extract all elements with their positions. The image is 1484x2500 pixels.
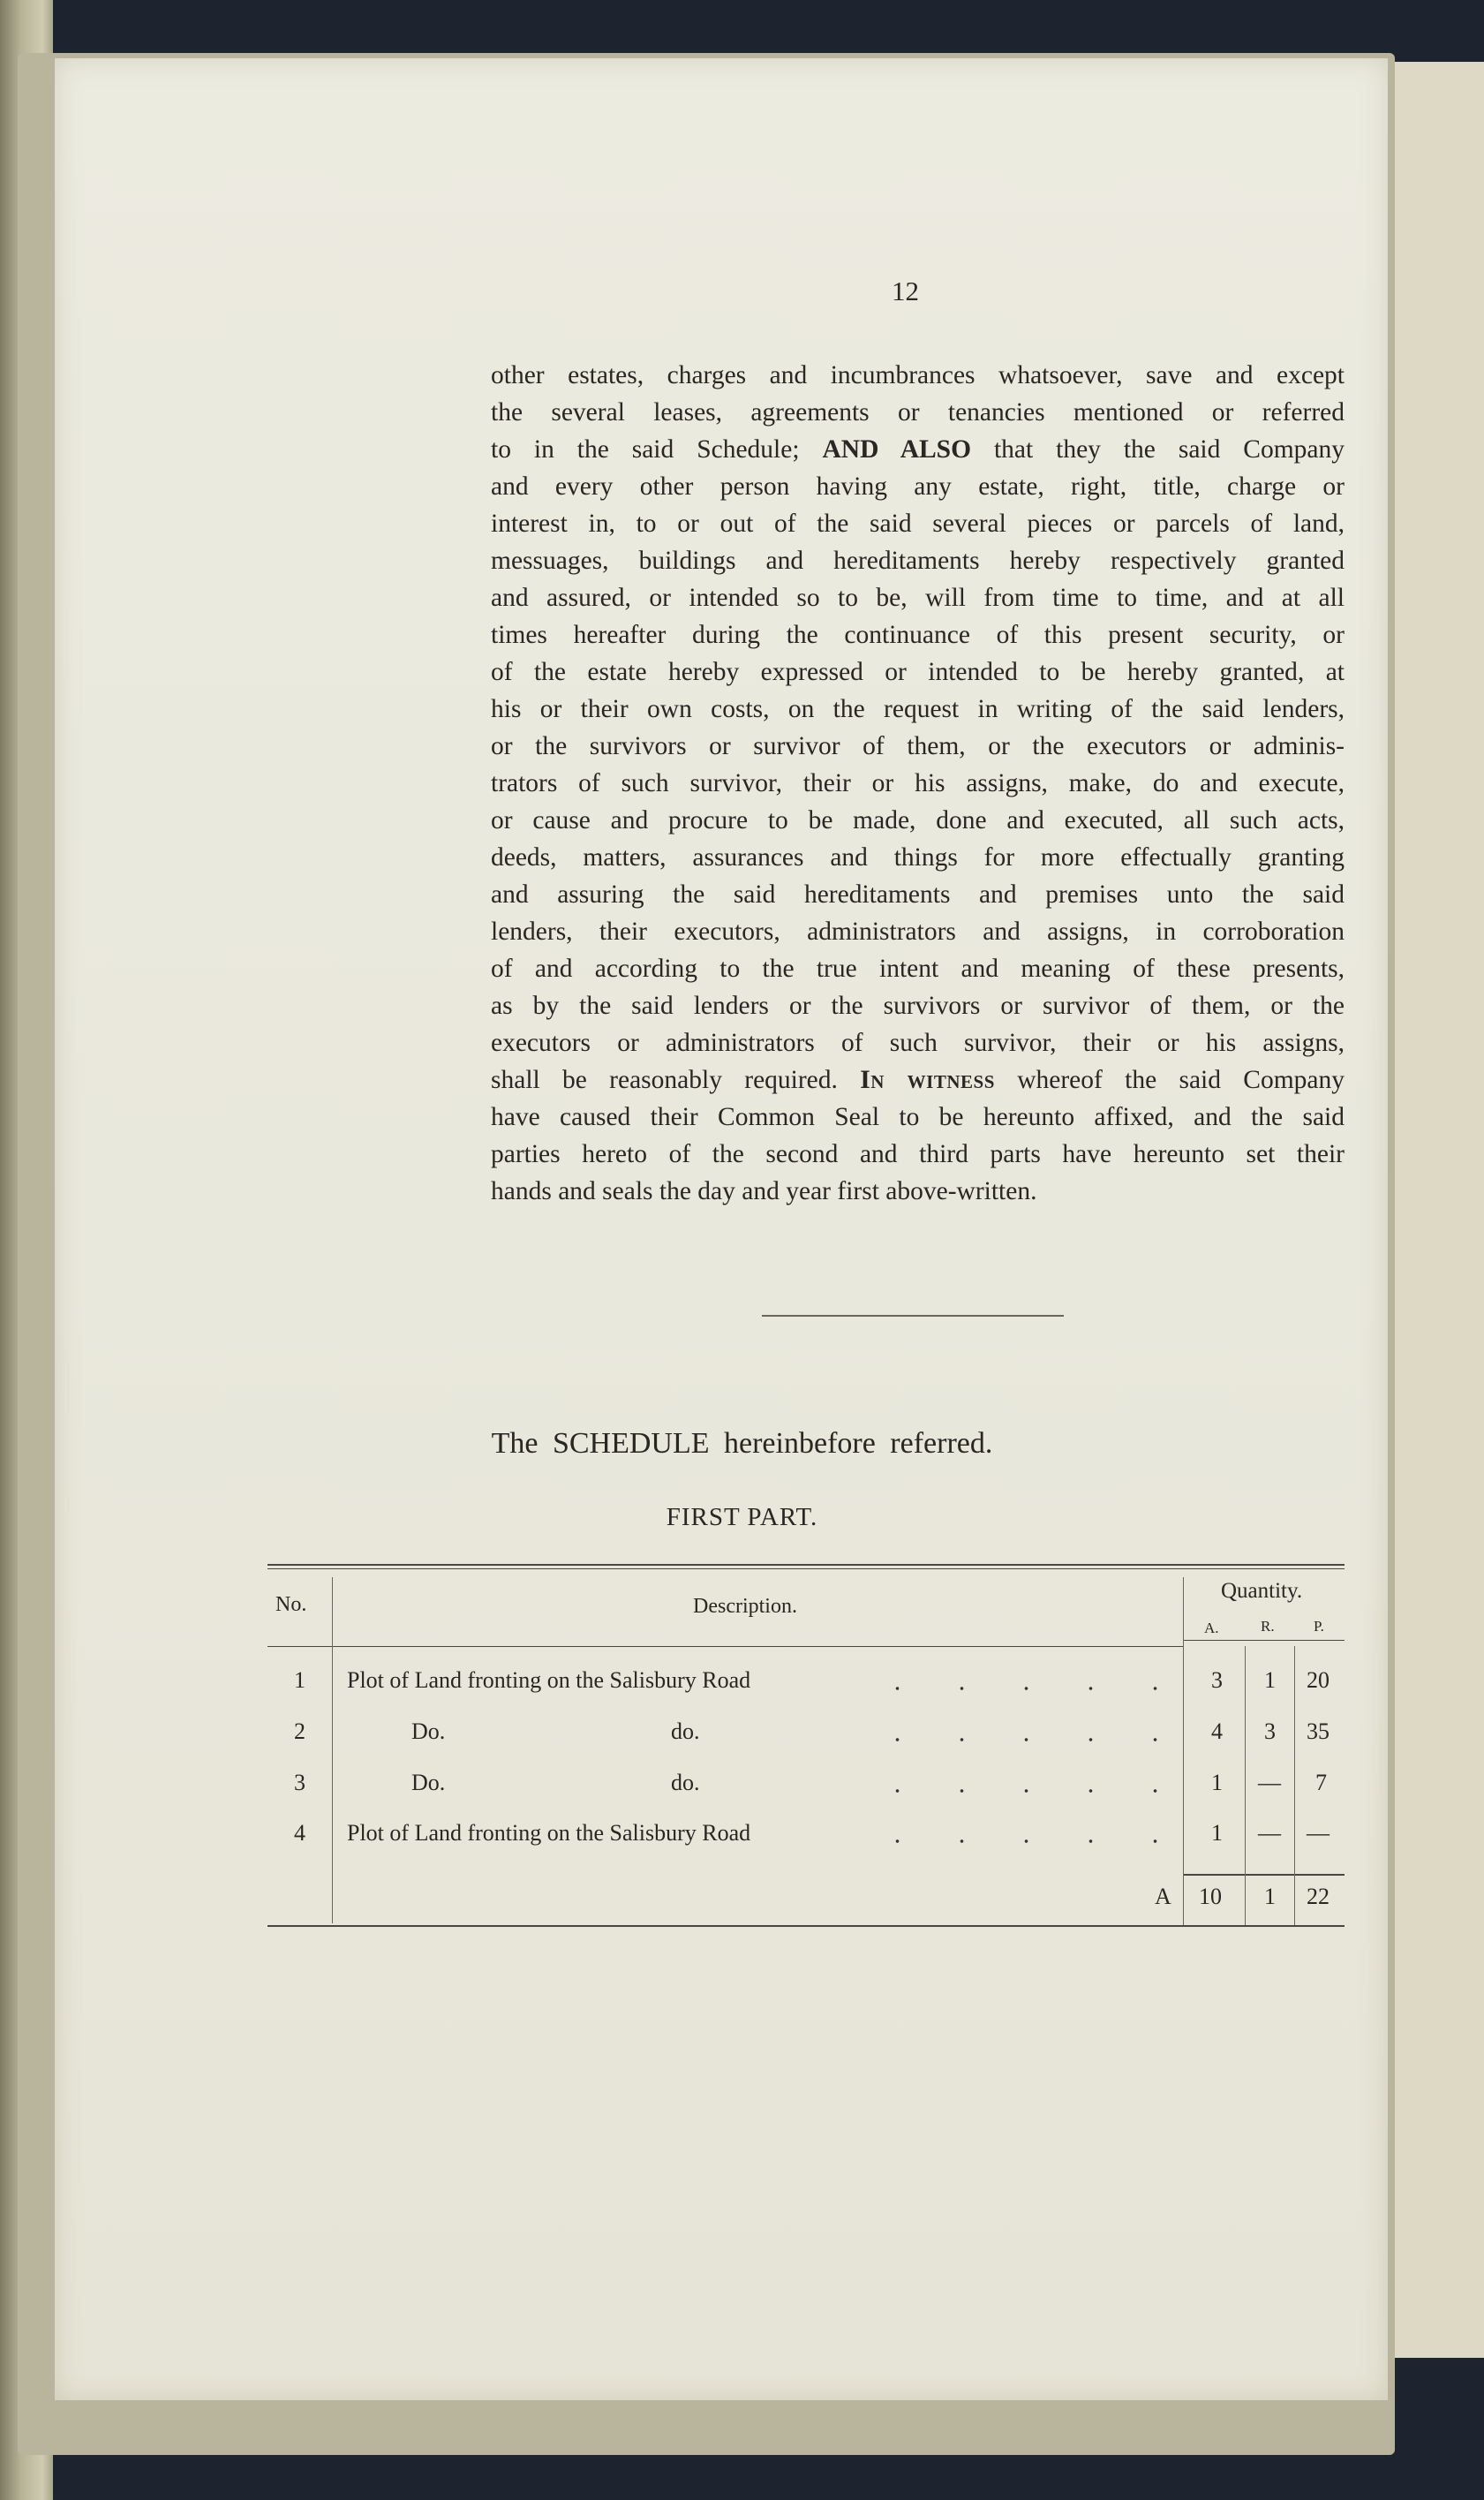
- row-roods: —: [1258, 1770, 1281, 1795]
- page-number: 12: [892, 276, 919, 306]
- dot-leader: [865, 1789, 1179, 1793]
- section-divider: [762, 1315, 1064, 1317]
- text-line: of and according to the true intent and meaning of these presents,: [491, 955, 1345, 983]
- text-line: hands and seals the day and year first above-written.: [491, 1177, 1037, 1205]
- text-line: executors or administrators of such survivor, their or his assigns,: [491, 1029, 1345, 1057]
- text-line: interest in, to or out of the said several pieces or parcels of land,: [491, 510, 1345, 538]
- table-top-rule: [267, 1564, 1345, 1566]
- text-line: parties hereto of the second and third parts have hereunto set their: [491, 1140, 1345, 1168]
- row-perches: —: [1307, 1820, 1330, 1846]
- dot-leader: [865, 1738, 1179, 1741]
- column-divider: [332, 1577, 333, 1923]
- dot-leader: [865, 1839, 1179, 1843]
- text-line: [491, 1061, 1345, 1099]
- row-roods: 1: [1264, 1667, 1276, 1693]
- row-roods: 3: [1264, 1718, 1276, 1744]
- row-acres: 1: [1211, 1820, 1223, 1846]
- table-top-rule-thin: [267, 1568, 1345, 1569]
- text-line: of the estate hereby expressed or intended to be hereby granted, at: [491, 658, 1345, 686]
- row-roods: —: [1258, 1820, 1281, 1846]
- header-no: No.: [275, 1593, 307, 1616]
- text-line: times hereafter during the continuance of this present security, or: [491, 621, 1345, 649]
- text-line: have caused their Common Seal to be hereunto affixed, and the said: [491, 1103, 1345, 1131]
- row-no: 4: [294, 1820, 305, 1846]
- row-description-ditto: do.: [671, 1718, 700, 1744]
- row-description: Plot of Land fronting on the Salisbury Road: [347, 1667, 751, 1693]
- text-line: and assuring the said hereditaments and premises unto the said: [491, 880, 1345, 909]
- row-description: Do.: [411, 1770, 446, 1795]
- header-perches: P.: [1314, 1618, 1324, 1635]
- row-acres: 4: [1211, 1718, 1223, 1744]
- text-line: other estates, charges and incumbrances whatsoever, save and except: [491, 361, 1345, 389]
- text-line: and assured, or intended so to be, will from time to time, and at all: [491, 584, 1345, 612]
- row-description: Plot of Land fronting on the Salisbury Road: [347, 1820, 751, 1846]
- text-segment: that they the said Company: [971, 435, 1345, 464]
- in-witness-smallcaps: In witness: [860, 1066, 995, 1094]
- quantity-header-rule: [1183, 1640, 1345, 1641]
- column-divider: [1183, 1577, 1184, 1925]
- column-divider: [1245, 1646, 1246, 1925]
- total-roods: 1: [1264, 1884, 1276, 1909]
- text-line: his or their own costs, on the request in writing of the said lenders,: [491, 695, 1345, 723]
- row-no: 1: [294, 1667, 305, 1693]
- part-title: FIRST PART.: [666, 1503, 818, 1531]
- column-divider: [1294, 1646, 1295, 1925]
- table-bottom-rule: [267, 1925, 1345, 1927]
- row-perches: 35: [1307, 1718, 1330, 1744]
- text-line: as by the said lenders or the survivors or survivor of them, or the: [491, 992, 1345, 1020]
- text-line: and every other person having any estate, right, title, charge or: [491, 472, 1345, 501]
- text-line: lenders, their executors, administrators and assigns, in corroboration: [491, 918, 1345, 946]
- row-perches: 20: [1307, 1667, 1330, 1693]
- text-segment: shall be reasonably required.: [491, 1066, 861, 1094]
- facing-page-edge: [1395, 62, 1484, 2358]
- row-acres: 3: [1211, 1667, 1223, 1693]
- schedule-title: The SCHEDULE hereinbefore referred.: [491, 1427, 993, 1460]
- text-segment: whereof the said Company: [994, 1066, 1345, 1094]
- text-line: messuages, buildings and hereditaments hereby respectively granted: [491, 547, 1345, 575]
- header-quantity: Quantity.: [1221, 1579, 1303, 1603]
- row-acres: 1: [1211, 1770, 1223, 1795]
- header-roods: R.: [1261, 1618, 1275, 1635]
- text-line: trators of such survivor, their or his assigns, make, do and execute,: [491, 769, 1345, 797]
- total-rule: [1183, 1874, 1345, 1876]
- and-also-emphasis: AND ALSO: [822, 435, 972, 464]
- row-perches: 7: [1315, 1770, 1327, 1795]
- text-line: or cause and procure to be made, done and executed, all such acts,: [491, 806, 1345, 835]
- text-line: or the survivors or survivor of them, or the executors or adminis-: [491, 732, 1345, 760]
- header-acres: A.: [1204, 1620, 1219, 1636]
- total-acres: 10: [1199, 1884, 1222, 1909]
- header-description: Description.: [693, 1595, 797, 1618]
- row-description-ditto: do.: [671, 1770, 700, 1795]
- row-no: 3: [294, 1770, 305, 1795]
- total-label: A: [1155, 1884, 1171, 1909]
- total-perches: 22: [1307, 1884, 1330, 1909]
- text-segment: to in the said Schedule;: [491, 435, 823, 464]
- text-line: [491, 431, 1345, 468]
- row-no: 2: [294, 1718, 305, 1744]
- row-description: Do.: [411, 1718, 446, 1744]
- dot-leader: [865, 1687, 1179, 1690]
- header-rule: [267, 1646, 1183, 1647]
- body-paragraph: [491, 357, 1345, 1210]
- text-line: the several leases, agreements or tenancies mentioned or referred: [491, 398, 1345, 427]
- text-line: deeds, matters, assurances and things for more effectually granting: [491, 843, 1345, 872]
